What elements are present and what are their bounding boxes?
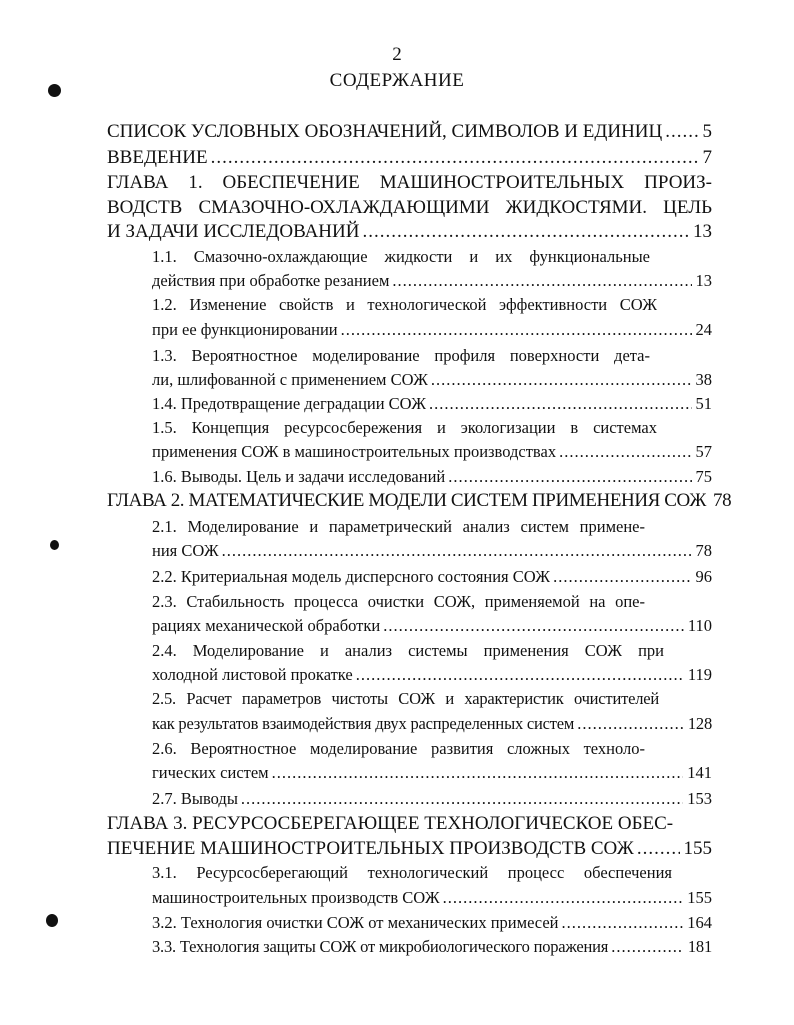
- toc-entry-page: 13: [695, 271, 712, 290]
- toc-entry-title: 3.3. Технология защиты СОЖ от микробиологического поражения: [152, 937, 609, 956]
- toc-entry-title: 2.2. Критериальная модель дисперсного состояния СОЖ: [152, 567, 551, 586]
- toc-entry-title: рациях механической обработки: [152, 616, 381, 635]
- toc-entry: [107, 120, 712, 144]
- toc-entry-line: 2.3. Стабильность процесса очистки СОЖ, применяемой на опе-: [152, 592, 645, 611]
- toc-entry-title: действия при обработке резанием: [152, 271, 390, 290]
- toc-entry: [152, 565, 712, 589]
- toc-entry-title: ГЛАВА 2. МАТЕМАТИЧЕСКИЕ МОДЕЛИ СИСТЕМ ПРИМЕНЕНИЯ СОЖ: [107, 490, 707, 511]
- dot-leader: [559, 440, 691, 464]
- dot-leader: [211, 146, 699, 170]
- toc-entry-line: ГЛАВА 3. РЕСУРСОСБЕРЕГАЮЩЕЕ ТЕХНОЛОГИЧЕСКОЕ ОБЕС-: [107, 813, 674, 834]
- toc-entry-line: ГЛАВА 1. ОБЕСПЕЧЕНИЕ МАШИНОСТРОИТЕЛЬНЫХ ПРОИЗ-: [107, 172, 712, 193]
- toc-entry: [152, 663, 712, 687]
- toc-entry-title: 2.7. Выводы: [152, 789, 238, 808]
- toc-entry-line: 1.2. Изменение свойств и технологической эффективности СОЖ: [152, 295, 657, 314]
- toc-entry-page: 5: [702, 121, 712, 142]
- dot-leader: [222, 539, 692, 563]
- toc-entry-line: 2.6. Вероятностное моделирование развития сложных техноло-: [152, 739, 645, 758]
- toc-entry-page: 24: [695, 320, 712, 339]
- toc-entry-page: 119: [687, 665, 712, 684]
- toc-entry-page: 164: [687, 913, 712, 932]
- dot-leader: [611, 935, 684, 959]
- toc-entry: [107, 837, 712, 861]
- dot-leader: [443, 886, 684, 910]
- toc-entry-page: 78: [695, 541, 712, 560]
- toc-entry: [152, 539, 712, 563]
- page-title: СОДЕРЖАНИЕ: [329, 70, 465, 91]
- toc-entry-line: 1.3. Вероятностное моделирование профиля поверхности дета-: [152, 346, 650, 365]
- toc-entry-line: 2.4. Моделирование и анализ системы применения СОЖ при: [152, 641, 664, 660]
- toc-entry: [152, 712, 712, 736]
- toc-entry-page: 155: [687, 888, 712, 907]
- scan-blot-mark: [50, 540, 59, 550]
- toc-entry-page: 153: [687, 789, 712, 808]
- toc-entry: [152, 368, 712, 392]
- toc-entry-page: 57: [695, 442, 712, 461]
- toc-entry-page: 75: [695, 467, 712, 486]
- toc-entry-line: 3.1. Ресурсосберегающий технологический процесс обеспечения: [152, 863, 672, 882]
- dot-leader: [392, 269, 691, 293]
- toc-entry-page: 7: [702, 147, 712, 168]
- toc-entry-title: 1.4. Предотвращение деградации СОЖ: [152, 394, 426, 413]
- dot-leader: [429, 392, 692, 416]
- dot-leader: [665, 120, 698, 144]
- toc-entry-line: 1.5. Концепция ресурсосбережения и экологизации в системах: [152, 418, 657, 437]
- toc-entry: [152, 761, 712, 785]
- toc-entry: [152, 269, 712, 293]
- toc-entry-title: машиностроительных производств СОЖ: [152, 888, 440, 907]
- toc-entry-title: гических систем: [152, 763, 269, 782]
- toc-entry-title: применения СОЖ в машиностроительных производствах: [152, 442, 557, 461]
- toc-entry: [107, 220, 712, 244]
- toc-entry-page: 96: [695, 567, 712, 586]
- toc-entry-page: 78: [713, 490, 732, 511]
- dot-leader: [577, 712, 684, 736]
- dot-leader: [383, 614, 684, 638]
- toc-entry-title: при ее функционировании: [152, 320, 338, 339]
- toc-entry: [152, 787, 712, 811]
- toc-entry-title: как результатов взаимодействия двух распределенных систем: [152, 714, 575, 733]
- toc-entry-title: 1.6. Выводы. Цель и задачи исследований: [152, 467, 446, 486]
- dot-leader: [431, 368, 692, 392]
- toc-entry-title: ПЕЧЕНИЕ МАШИНОСТРОИТЕЛЬНЫХ ПРОИЗВОДСТВ СОЖ: [107, 838, 634, 859]
- toc-entry: [107, 146, 712, 170]
- page-number: 2: [392, 44, 402, 65]
- toc-entry: [152, 886, 712, 910]
- toc-entry-line: ВОДСТВ СМАЗОЧНО-ОХЛАЖДАЮЩИМИ ЖИДКОСТЯМИ. ЦЕЛЬ: [107, 197, 712, 218]
- scan-blot-mark: [46, 914, 58, 927]
- toc-entry: [152, 614, 712, 638]
- toc-entry: [152, 935, 712, 959]
- toc-entry-page: 51: [695, 394, 712, 413]
- dot-leader: [341, 318, 692, 342]
- toc-entry-page: 38: [695, 370, 712, 389]
- dot-leader: [637, 837, 680, 861]
- toc-entry-page: 13: [693, 221, 712, 242]
- toc-entry: [152, 392, 712, 416]
- toc-entry-page: 181: [687, 937, 712, 956]
- toc-entry-title: СПИСОК УСЛОВНЫХ ОБОЗНАЧЕНИЙ, СИМВОЛОВ И ЕДИНИЦ: [107, 121, 663, 142]
- dot-leader: [553, 565, 691, 589]
- toc-entry-title: ВВЕДЕНИЕ: [107, 147, 208, 168]
- toc-entry-title: ли, шлифованной с применением СОЖ: [152, 370, 428, 389]
- toc-entry-title: 3.2. Технология очистки СОЖ от механических примесей: [152, 913, 559, 932]
- dot-leader: [562, 911, 684, 935]
- dot-leader: [448, 465, 691, 489]
- toc-entry-line: 2.5. Расчет параметров чистоты СОЖ и характеристик очистителей: [152, 689, 659, 708]
- scan-blot-mark: [48, 84, 61, 97]
- dot-leader: [362, 220, 689, 244]
- toc-entry: [152, 440, 712, 464]
- toc-entry: [152, 318, 712, 342]
- dot-leader: [272, 761, 684, 785]
- toc-entry: [152, 911, 712, 935]
- toc-entry-page: 110: [687, 616, 712, 635]
- toc-entry-title: ния СОЖ: [152, 541, 219, 560]
- toc-entry-page: 155: [683, 838, 712, 859]
- toc-entry-line: 1.1. Смазочно-охлаждающие жидкости и их функциональные: [152, 247, 650, 266]
- dot-leader: [356, 663, 684, 687]
- toc-entry-title: холодной листовой прокатке: [152, 665, 353, 684]
- toc-entry-page: 128: [687, 714, 712, 733]
- toc-entry: [107, 489, 732, 513]
- toc-entry-page: 141: [687, 763, 712, 782]
- toc-entry: [152, 465, 712, 489]
- dot-leader: [241, 787, 683, 811]
- toc-entry-line: 2.1. Моделирование и параметрический анализ систем примене-: [152, 517, 645, 536]
- toc-entry-title: И ЗАДАЧИ ИССЛЕДОВАНИЙ: [107, 221, 360, 242]
